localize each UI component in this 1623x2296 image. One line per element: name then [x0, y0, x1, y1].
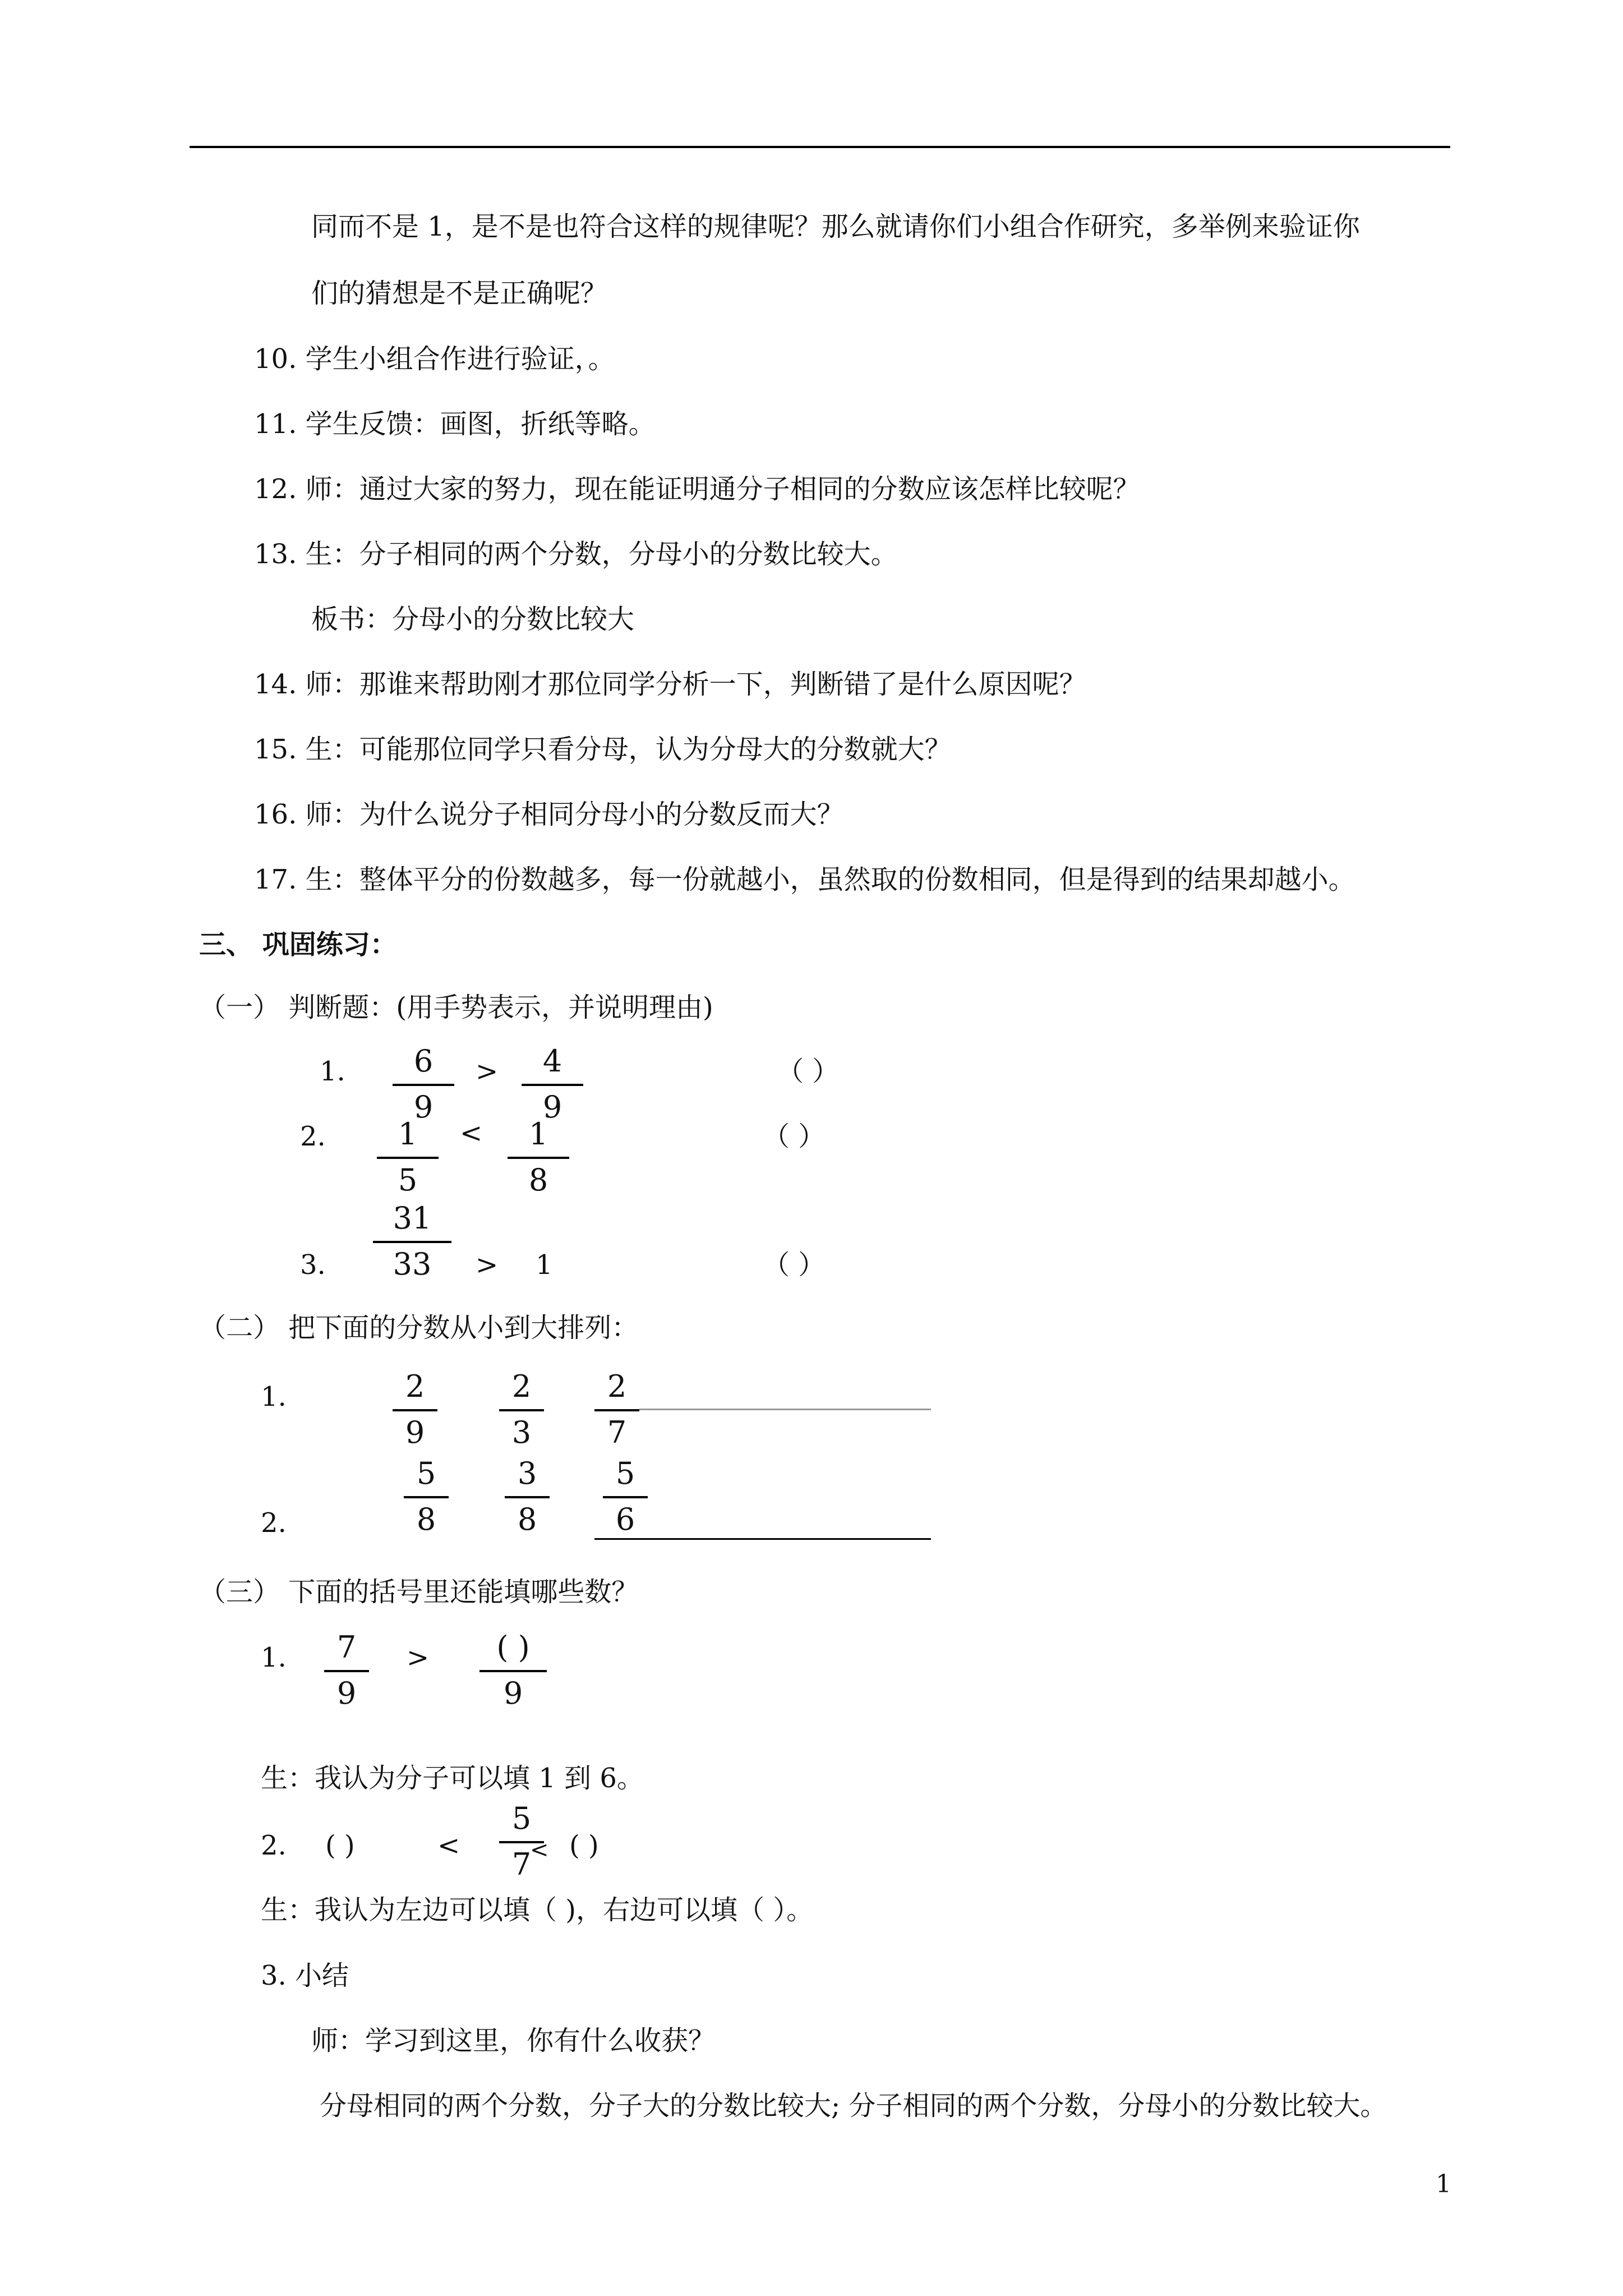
numerator: 2: [405, 1369, 425, 1404]
fraction-bar: [373, 1241, 451, 1243]
judge-item-3-answer-parens[interactable]: （ ）: [763, 1249, 826, 1281]
denominator: 8: [416, 1502, 436, 1537]
fill-item-1-answer: 生：我认为分子可以填 1 到 6。: [261, 1763, 644, 1794]
list-item-15: 15. 生：可能那位同学只看分母，认为分母大的分数就大？: [254, 734, 952, 765]
judge-item-3-value: 1: [536, 1249, 553, 1281]
summary-answer: 分母相同的两个分数，分子大的分数比较大; 分子相同的两个分数，分母小的分数比较大。: [320, 2090, 1387, 2122]
fraction-bar: [505, 1496, 550, 1498]
line-continued-1: 同而不是 1，是不是也符合这样的规律呢？那么就请你们小组合作研究，多举例来验证你: [311, 211, 1360, 242]
numerator-blank[interactable]: ( ): [496, 1630, 530, 1665]
fraction-bar: [393, 1084, 454, 1086]
fill-item-1-fraction-a: [324, 1630, 369, 1714]
numerator: 4: [542, 1043, 562, 1079]
numerator: 1: [528, 1116, 548, 1152]
list-item-12: 12. 师：通过大家的努力，现在能证明通分子相同的分数应该怎样比较呢？: [254, 473, 1140, 505]
section-3-heading: 三、 巩固练习：: [199, 929, 397, 960]
fill-item-1-operator: >: [407, 1642, 430, 1673]
denominator: 6: [615, 1502, 635, 1537]
fraction-bar: [594, 1409, 639, 1411]
judge-item-2-fraction-b: [508, 1116, 569, 1200]
order-item-1-fraction-1: [393, 1369, 437, 1453]
judge-item-2-answer-parens[interactable]: （ ）: [763, 1121, 826, 1152]
part-2-heading: （二） 把下面的分数从小到大排列：: [199, 1312, 639, 1343]
order-item-2-number: 2.: [261, 1507, 287, 1539]
fraction-bar: [404, 1496, 449, 1498]
order-item-2-fraction-2: [505, 1456, 550, 1540]
order-item-1-number: 1.: [261, 1381, 287, 1412]
numerator: 31: [393, 1200, 432, 1236]
denominator: 5: [398, 1162, 418, 1198]
numerator: 1: [398, 1116, 418, 1152]
list-item-10: 10. 学生小组合作进行验证，。: [254, 343, 615, 375]
fill-item-2-operator-left: <: [437, 1830, 460, 1861]
list-item-16: 16. 师：为什么说分子相同分母小的分数反而大？: [254, 799, 844, 830]
line-continued-2: 们的猜想是不是正确呢？: [311, 278, 608, 309]
header-rule: [190, 146, 1450, 148]
order-item-1-fraction-3: [594, 1369, 639, 1453]
list-item-11: 11. 学生反馈：画图，折纸等略。: [254, 408, 656, 440]
fill-item-1-number: 1.: [261, 1642, 287, 1673]
numerator: 2: [607, 1369, 627, 1404]
denominator: 9: [413, 1089, 434, 1125]
denominator: 9: [405, 1415, 425, 1450]
denominator: 9: [503, 1676, 523, 1711]
judge-item-1-number: 1.: [320, 1056, 345, 1087]
order-item-2-fraction-3: [603, 1456, 648, 1540]
fraction-bar: [499, 1409, 544, 1411]
denominator: 9: [542, 1089, 562, 1125]
fraction-bar: [377, 1157, 439, 1159]
numerator: 5: [615, 1456, 635, 1491]
fraction-bar: [522, 1084, 583, 1086]
denominator: 33: [393, 1246, 432, 1282]
numerator: 5: [416, 1456, 436, 1491]
order-item-1-fraction-2: [499, 1369, 544, 1453]
denominator: 7: [607, 1415, 627, 1450]
denominator: 7: [511, 1847, 532, 1882]
judge-item-3-number: 3.: [300, 1249, 326, 1281]
judge-item-3-operator: >: [476, 1249, 499, 1281]
fraction-bar: [603, 1496, 648, 1498]
numerator: 2: [511, 1369, 532, 1404]
page-number: 1: [1436, 2170, 1451, 2198]
denominator: 3: [511, 1415, 532, 1450]
fill-item-2-operator-right: <: [530, 1837, 549, 1863]
denominator: 8: [528, 1162, 548, 1198]
judge-item-3-fraction-a: [373, 1200, 451, 1285]
judge-item-2-operator: <: [460, 1117, 483, 1149]
fill-item-2-left-blank[interactable]: ( ): [325, 1830, 355, 1861]
board-note: 板书：分母小的分数比较大: [311, 604, 635, 635]
order-item-1-answer-line[interactable]: [639, 1409, 931, 1410]
numerator: 7: [336, 1630, 357, 1665]
judge-item-1-answer-parens[interactable]: （ ）: [777, 1056, 840, 1087]
fraction-bar: [393, 1409, 437, 1411]
list-item-14: 14. 师：那谁来帮助刚才那位同学分析一下，判断错了是什么原因呢？: [254, 669, 1086, 700]
judge-item-1-operator: >: [476, 1056, 499, 1087]
part-3-heading: （三） 下面的括号里还能填哪些数？: [199, 1576, 639, 1608]
fraction-bar: [479, 1670, 547, 1672]
fraction-bar: [508, 1157, 569, 1159]
summary-question: 师：学习到这里，你有什么收获？: [311, 2025, 716, 2056]
denominator: 8: [517, 1502, 537, 1537]
order-item-2-answer-line[interactable]: [594, 1538, 931, 1540]
fill-item-2-right-blank[interactable]: ( ): [569, 1830, 599, 1861]
order-item-2-fraction-1: [404, 1456, 449, 1540]
judge-item-2-number: 2.: [300, 1121, 326, 1152]
judge-item-1-fraction-b: [522, 1043, 583, 1128]
list-item-13: 13. 生：分子相同的两个分数，分母小的分数比较大。: [254, 539, 898, 570]
fill-item-1-fraction-b[interactable]: [479, 1630, 547, 1714]
numerator: 3: [517, 1456, 537, 1491]
summary-title: 3. 小结: [261, 1960, 349, 1991]
denominator: 9: [336, 1676, 357, 1711]
judge-item-1-fraction-a: [393, 1043, 454, 1128]
fill-item-2-number: 2.: [261, 1830, 287, 1861]
list-item-17: 17. 生：整体平分的份数越多，每一份就越小，虽然取的份数相同，但是得到的结果却越小。: [254, 864, 1355, 895]
fill-item-2-answer: 生：我认为左边可以填（ )，右边可以填（ ）。: [261, 1894, 814, 1926]
numerator: 6: [413, 1043, 434, 1079]
numerator: 5: [511, 1801, 532, 1836]
fraction-bar: [324, 1670, 369, 1672]
part-1-heading: （一） 判断题：(用手势表示，并说明理由): [199, 992, 713, 1023]
judge-item-2-fraction-a: [377, 1116, 439, 1200]
